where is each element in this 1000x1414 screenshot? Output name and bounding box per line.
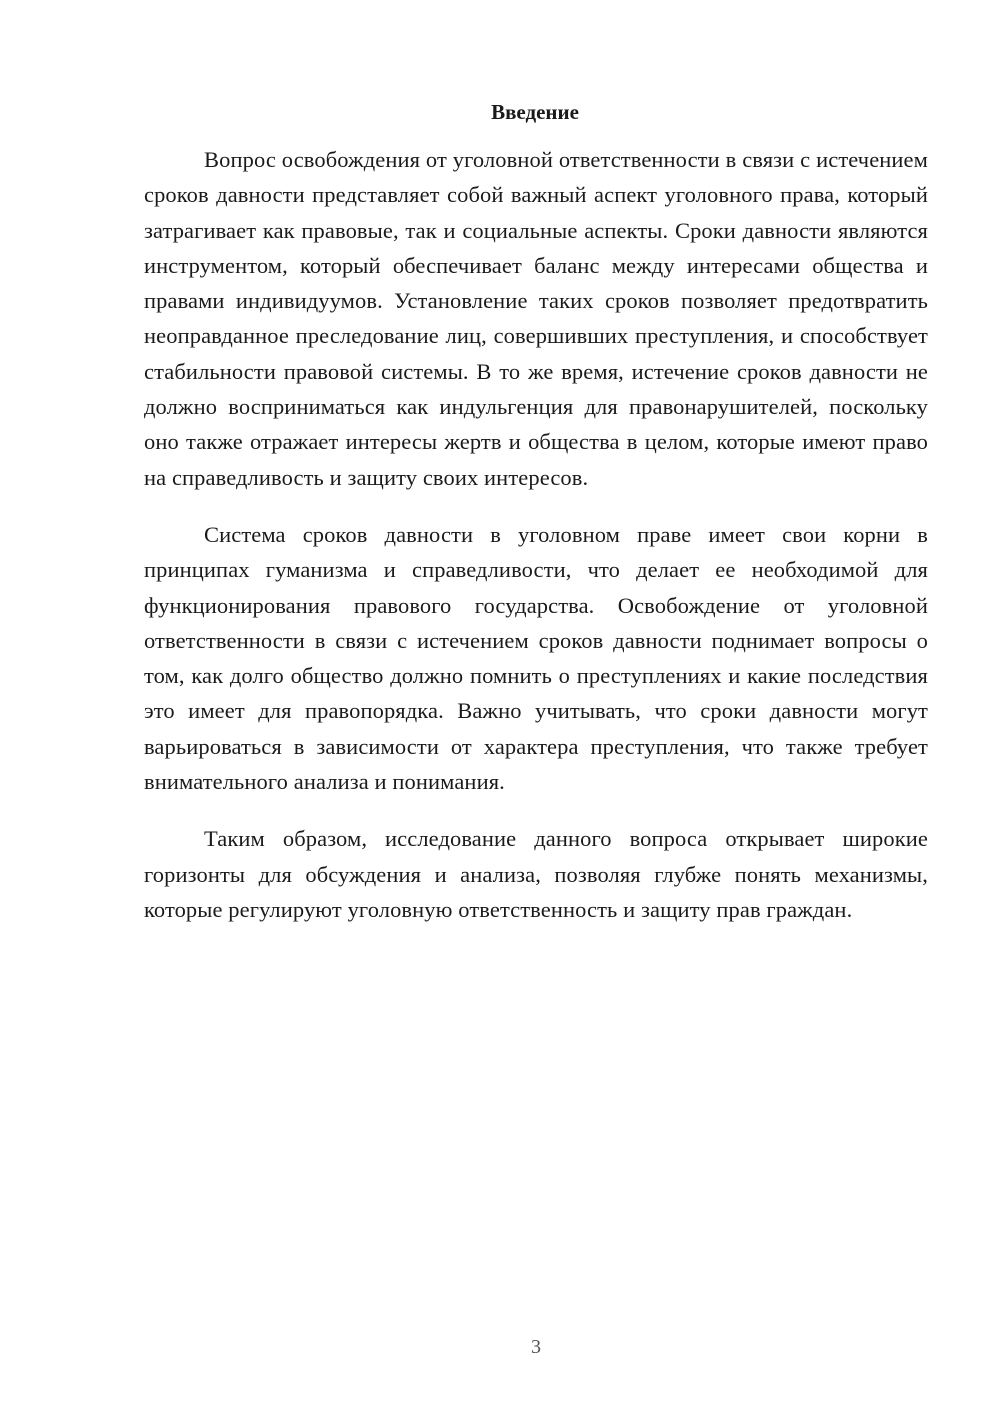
paragraph-2: Система сроков давности в уголовном праве имеет свои корни в принципах гуманизма и справедливости, что делает ее необходимой для функционирования правового государства. Освобождение от уголовной ответственности в связи с истечением сроков давности поднимает вопросы о том, как долго общество должно помнить о преступлениях и какие последствия это имеет для правопорядка. Важно учитывать, что сроки давности могут варьироваться в зависимости от характера преступления, что также требует внимательного анализа и понимания. [144,521,928,795]
paragraph-1: Вопрос освобождения от уголовной ответственности в связи с истечением сроков давности представляет собой важный аспект уголовного права, который затрагивает как правовые, так и социальные аспекты. Сроки давности являются инструментом, который обеспечивает баланс между интересами общества и правами индивидуумов. Установление таких сроков позволяет предотвратить неоправданное преследование лиц, совершивших преступления, и способствует стабильности правовой системы. В то же время, истечение сроков давности не должно восприниматься как индульгенция для правонарушителей, поскольку оно также отражает интересы жертв и общества в целом, которые имеют право на справедливость и защиту своих интересов. [144,147,928,490]
section-heading: Введение [491,100,579,124]
paragraph-3: Таким образом, исследование данного вопроса открывает широкие горизонты для обсуждения и анализа, позволяя глубже понять механизмы, которые регулируют уголовную ответственность и защиту прав граждан. [144,826,928,922]
body-text [144,142,928,927]
page-number: 3 [531,1336,541,1358]
